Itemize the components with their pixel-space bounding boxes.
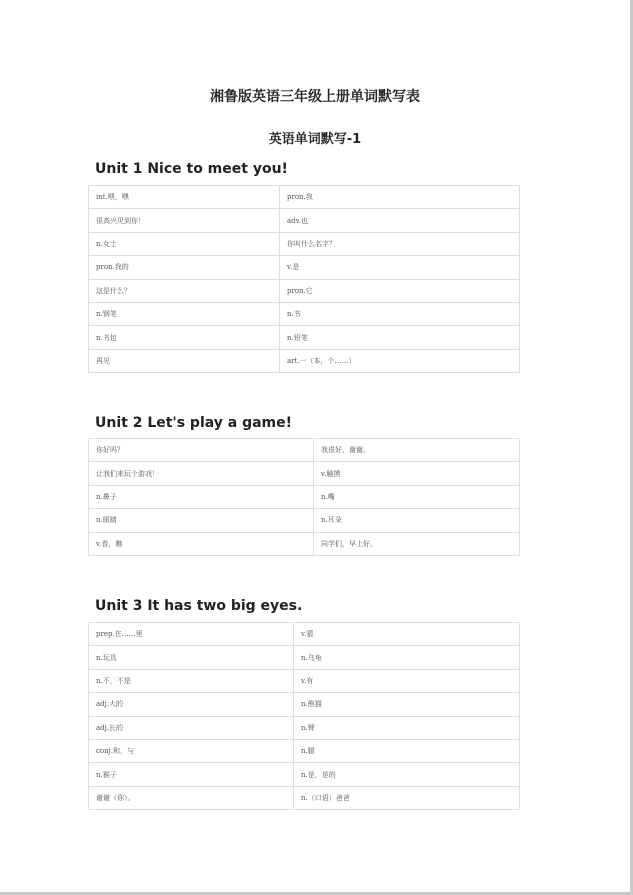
unit-3-heading: Unit 3 It has two big eyes. [95,598,303,614]
document-title: 湘鲁版英语三年级上册单词默写表 [210,89,420,105]
table-cell: v.有 [294,669,520,692]
table-row [89,232,520,255]
unit-3-table [88,622,520,810]
table-cell: pron.它 [280,279,520,302]
table-cell: v.是 [280,256,520,279]
table-cell: 我很好，谢谢。 [314,439,520,462]
table-cell: n.腿 [294,739,520,762]
table-cell: n.乌龟 [294,646,520,669]
table-cell: n.是，是的 [294,763,520,786]
table-row [89,439,520,462]
table-cell: adv.也 [280,209,520,232]
table-cell: n.（口语）爸爸 [294,786,520,809]
table-row [89,485,520,508]
table-cell: 这是什么？ [89,279,280,302]
table-row [89,302,520,325]
table-cell: adj.长的 [89,716,294,739]
table-row [89,623,520,646]
table-row [89,693,520,716]
unit-1-table [88,185,520,373]
table-cell: 再见 [89,349,280,372]
table-cell: n.铅笔 [280,326,520,349]
table-cell: prep.在……里 [89,623,294,646]
table-cell: adj.大的 [89,693,294,716]
table-cell: n.耳朵 [314,509,520,532]
table-row [89,349,520,372]
document-subtitle: 英语单词默写-1 [268,132,362,147]
table-cell: n.臂 [294,716,520,739]
table-cell: art.一（本，个……） [280,349,520,372]
table-cell: pron.我 [280,186,520,209]
table-cell: n.玩具 [89,646,294,669]
table-row [89,209,520,232]
table-row [89,186,520,209]
table-cell: n.眼睛 [89,509,314,532]
table-cell: 同学们，早上好。 [314,532,520,555]
table-cell: 很高兴见到你！ [89,209,280,232]
table-row [89,786,520,809]
table-cell: n.鼻子 [89,485,314,508]
table-row [89,646,520,669]
table-row [89,279,520,302]
table-cell: v.看，瞧 [89,532,314,555]
table-cell: n.猴子 [89,763,294,786]
table-row [89,532,520,555]
unit-2-table [88,438,520,556]
table-cell: n.书包 [89,326,280,349]
table-cell: 谢谢（你）。 [89,786,294,809]
table-cell: n.钢笔 [89,302,280,325]
table-row [89,509,520,532]
table-row [89,763,520,786]
unit-2-heading: Unit 2 Let's play a game! [95,415,293,431]
table-cell: 你好吗？ [89,439,314,462]
table-cell: n.书 [280,302,520,325]
table-cell: n.不，不是 [89,669,294,692]
table-row [89,256,520,279]
table-row [89,716,520,739]
table-cell: v.触摸 [314,462,520,485]
table-cell: pron.我的 [89,256,280,279]
table-cell: 你叫什么名字？ [280,232,520,255]
table-cell: n.熊猫 [294,693,520,716]
table-cell: conj.和，与 [89,739,294,762]
table-cell: 让我们来玩个游戏！ [89,462,314,485]
table-row [89,669,520,692]
unit-1-heading: Unit 1 Nice to meet you! [95,161,288,177]
table-cell: v.猜 [294,623,520,646]
table-cell: n.女士 [89,232,280,255]
table-row [89,326,520,349]
table-row [89,462,520,485]
table-cell: n.嘴 [314,485,520,508]
table-row [89,739,520,762]
table-cell: int.喂，嘿 [89,186,280,209]
